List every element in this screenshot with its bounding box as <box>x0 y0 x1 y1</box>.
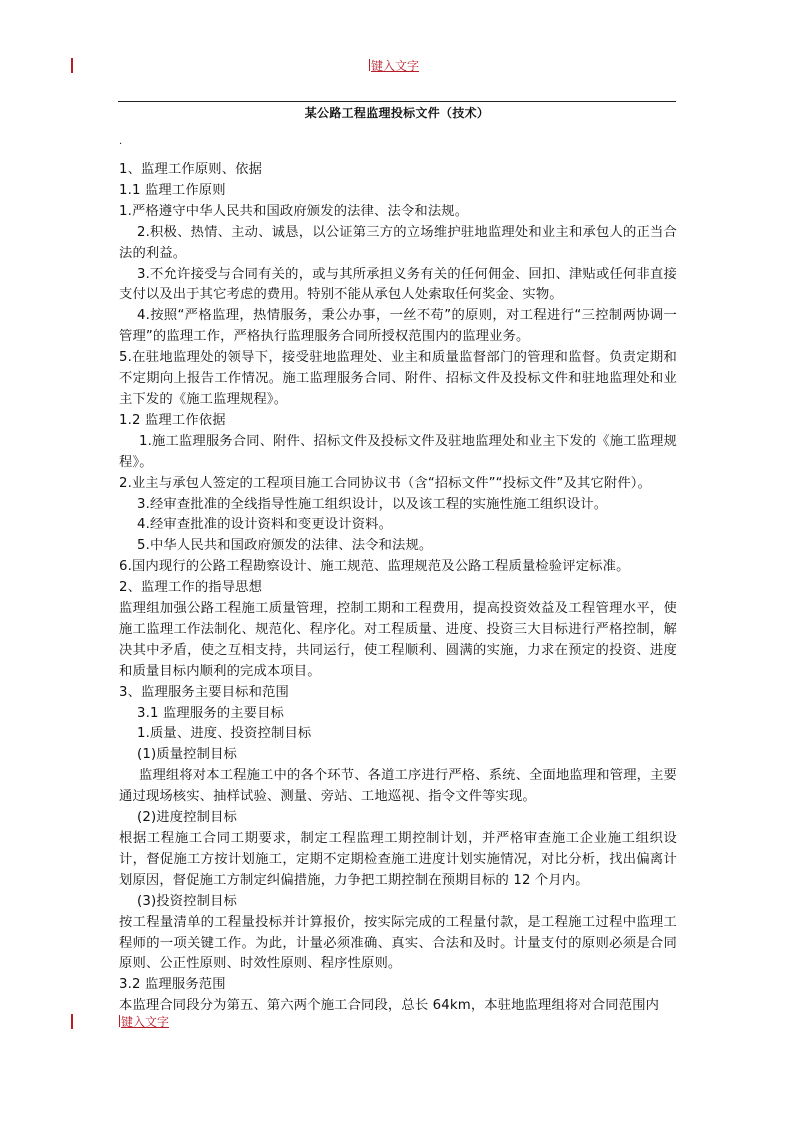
body-paragraph: 6.国内现行的公路工程勘察设计、施工规范、监理规范及公路工程质量检验评定标准。 <box>119 559 630 575</box>
footer-field-label: 键入文字 <box>121 1015 170 1029</box>
body-paragraph: 3.1 监理服务的主要目标 <box>137 705 284 721</box>
body-paragraph: 2.积极、热情、主动、诚恳，以公证第三方的立场维护驻地监理处和业主和承包人的正当合法的利益。 <box>119 224 677 261</box>
body-paragraph: 3.经审查批准的全线指导性施工组织设计，以及该工程的实施性施工组织设计。 <box>137 496 608 512</box>
bullet-mark: · <box>119 139 123 150</box>
body-paragraph: 2、监理工作的指导思想 <box>119 580 263 596</box>
body-paragraph: 4.按照“严格监理，热情服务，秉公办事，一丝不苟”的原则，对工程进行“三控制两协调一管理”的监理工作，严格执行监理服务合同所授权范围内的监理业务。 <box>119 308 677 345</box>
body-paragraph: 监理组将对本工程施工中的各个环节、各道工序进行严格、系统、全面地监理和管理，主要通过现场核实、抽样试验、测量、旁站、工地巡视、指令文件等实现。 <box>119 768 677 805</box>
header-type-text-field[interactable] <box>369 58 419 74</box>
body-paragraph: 监理组加强公路工程施工质量管理，控制工期和工程费用，提高投资效益及工程管理水平，使施工监理工作法制化、规范化、程序化。对工程质量、进度、投资三大目标进行严格控制，解决其中矛盾，使之互相支持，共同运行，使工程顺利、圆满的实施，力求在预定的投资、进度和质量目标内顺利的完成本项目。 <box>119 601 677 679</box>
header-left-margin-mark <box>71 58 73 73</box>
field-cursor-icon <box>369 59 370 71</box>
document-title: 某公路工程监理投标文件（技术） <box>304 106 490 120</box>
body-paragraph: (3)投资控制目标 <box>137 893 237 909</box>
footer-left-margin-mark <box>71 1014 73 1029</box>
document-body <box>119 160 677 1017</box>
body-paragraph: 5.在驻地监理处的领导下，接受驻地监理处、业主和质量监督部门的管理和监督。负责定期和不定期向上报告工作情况。施工监理服务合同、附件、招标文件及投标文件和驻地监理处和业主下发的《施工监理规程》。 <box>119 350 677 407</box>
body-paragraph: (1)质量控制目标 <box>137 747 237 763</box>
body-paragraph: 1.施工监理服务合同、附件、招标文件及投标文件及驻地监理处和业主下发的《施工监理规程》。 <box>119 433 677 470</box>
body-paragraph: 3.不允许接受与合同有关的，或与其所承担义务有关的任何佣金、回扣、津贴或任何非直接支付以及出于其它考虑的费用。特别不能从承包人处索取任何奖金、实物。 <box>119 266 677 303</box>
footer-type-text-field[interactable] <box>119 1014 169 1030</box>
header-field-label: 键入文字 <box>371 59 420 73</box>
body-paragraph: 根据工程施工合同工期要求，制定工程监理工期控制计划，并严格审查施工企业施工组织设计，督促施工方按计划施工，定期不定期检查施工进度计划实施情况，对比分析，找出偏离计划原因，督促施工方制定纠偏措施，力争把工期控制在预期目标的 12 个月内。 <box>119 831 677 888</box>
body-paragraph: 3、监理服务主要目标和范围 <box>119 684 289 700</box>
body-paragraph: 4.经审查批准的设计资料和变更设计资料。 <box>137 517 393 533</box>
body-paragraph: 3.2 监理服务范围 <box>119 977 226 993</box>
field-cursor-icon <box>119 1015 120 1027</box>
body-paragraph: (2)进度控制目标 <box>137 810 237 826</box>
body-paragraph: 2.业主与承包人签定的工程项目施工合同协议书（含“招标文件”“投标文件”及其它附件）。 <box>119 475 652 491</box>
body-paragraph: 1、监理工作原则、依据 <box>119 162 263 177</box>
body-paragraph: 1.1 监理工作原则 <box>119 182 226 198</box>
body-paragraph: 本监理合同段分为第五、第六两个施工合同段，总长 64km，本驻地监理组将对合同范围内 <box>119 998 660 1014</box>
body-paragraph: 按工程量清单的工程量投标并计算报价，按实际完成的工程量付款，是工程施工过程中监理工程师的一项关键工作。为此，计量必须准确、真实、合法和及时。计量支付的原则必须是合同原则、公正性原则、时效性原则、程序性原则。 <box>119 914 677 972</box>
body-paragraph: 1.质量、进度、投资控制目标 <box>137 726 312 742</box>
body-paragraph: 5.中华人民共和国政府颁发的法律、法令和法规。 <box>137 538 433 554</box>
body-paragraph: 1.2 监理工作依据 <box>119 412 226 428</box>
header-divider <box>118 101 676 102</box>
body-paragraph: 1.严格遵守中华人民共和国政府颁发的法律、法令和法规。 <box>119 203 469 219</box>
